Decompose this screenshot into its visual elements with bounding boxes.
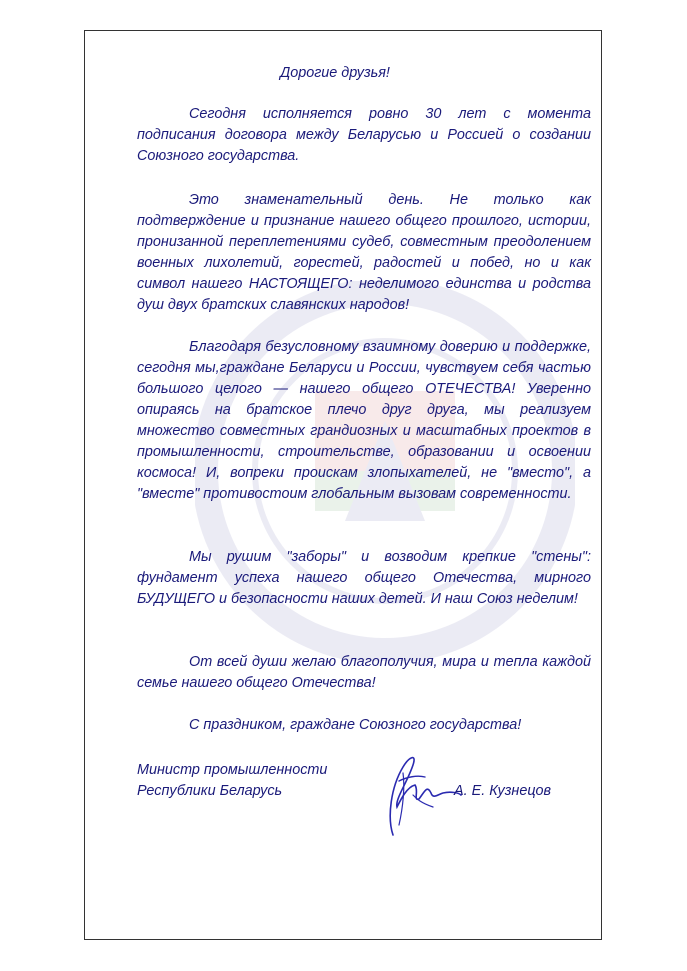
closing-greeting: С праздником, граждане Союзного государства! xyxy=(189,717,522,733)
signer-name: А. Е. Кузнецов xyxy=(454,783,552,799)
paragraph-5: От всей души желаю благополучия, мира и тепла каждой семье нашего общего Отечества! xyxy=(137,654,591,691)
letter-page xyxy=(84,30,602,940)
paragraph-4: Мы рушим "заборы" и возводим крепкие "стены": фундамент успеха нашего общего Отечества, мирного БУДУЩЕГО и безопасности наших детей. И наш Союз неделим! xyxy=(137,549,591,607)
signer-title-line-2: Республики Беларусь xyxy=(137,783,283,799)
greeting: Дорогие друзья! xyxy=(280,65,390,81)
paragraph-3: Благодаря безусловному взаимному доверию и поддержке, сегодня мы,граждане Беларуси и России, чувствуем себя частью большого целого — нашего общего ОТЕЧЕСТВА! Уверенно опираясь на братское плечо друг друга, мы реализуем множество совместных грандиозных и масштабных проектов в промышленности, строительстве, образовании и освоении космоса! И, вопреки проискам злопыхателей, не "вместо", а "вместе" противостоим глобальным вызовам современности. xyxy=(137,339,591,502)
handwritten-signature xyxy=(373,747,463,843)
paragraph-2: Это знаменательный день. Не только как подтверждение и признание нашего общего прошлого, истории, пронизанной переплетениями судеб, совместным преодолением военных лихолетий, горестей, радостей и побед, но и как символ нашего НАСТОЯЩЕГО: неделимого единства и родства душ двух братских славянских народов! xyxy=(137,192,591,313)
signer-title-line-1: Министр промышленности xyxy=(137,762,328,778)
paragraph-1: Сегодня исполняется ровно 30 лет с момента подписания договора между Беларусью и Россией о создании Союзного государства. xyxy=(137,106,591,164)
